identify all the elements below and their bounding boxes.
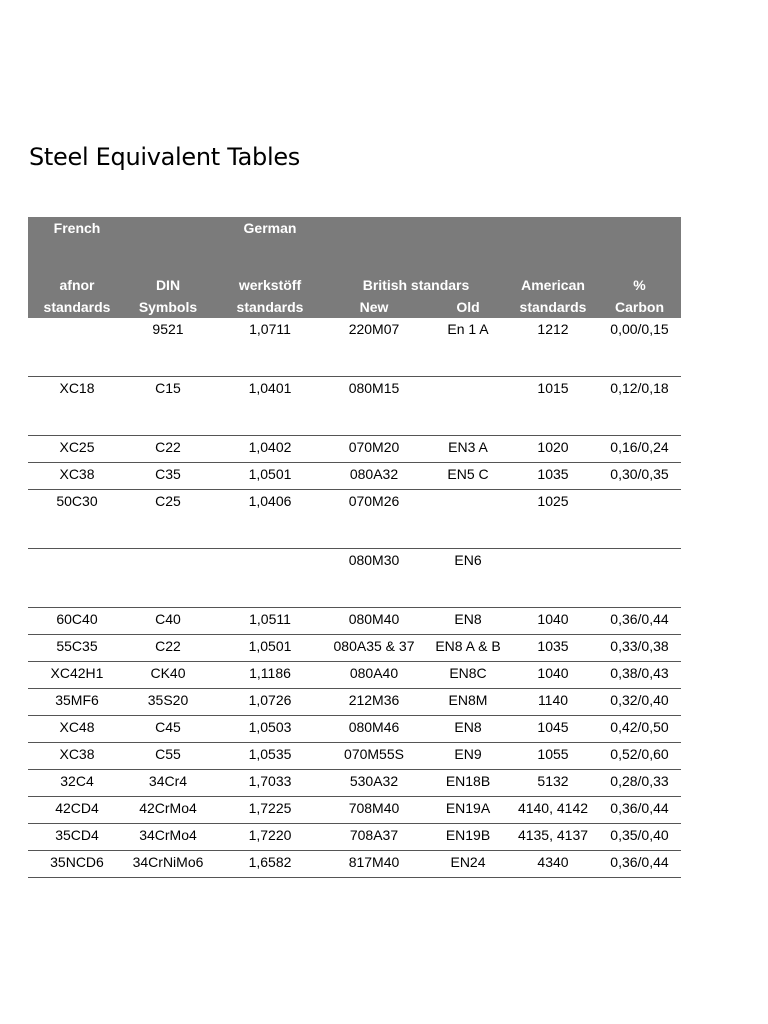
header-german: German (243, 220, 297, 236)
table-cell: 1,0726 (248, 692, 292, 708)
table-cell: 0,30/0,35 (610, 466, 669, 482)
header-american-standards: standards (519, 299, 587, 315)
table-cell: XC48 (59, 719, 95, 735)
table-cell: EN8 (454, 611, 482, 627)
table-cell: C22 (155, 439, 181, 455)
table-cell: 34CrNiMo6 (132, 854, 204, 870)
table-cell: 0,28/0,33 (610, 773, 669, 789)
header-carbon: Carbon (615, 299, 664, 315)
table-cell: 1,0501 (248, 466, 292, 482)
table-cell: 070M26 (348, 493, 400, 509)
table-cell: 35CD4 (55, 827, 99, 843)
table-cell: 1,7220 (248, 827, 292, 843)
table-cell: C55 (155, 746, 181, 762)
table-cell: XC38 (59, 466, 95, 482)
table-cell: 0,12/0,18 (610, 380, 669, 396)
table-cell: 080M46 (348, 719, 400, 735)
table-cell: 708M40 (348, 800, 400, 816)
table-cell: 1055 (537, 746, 569, 762)
table-cell: 1015 (537, 380, 569, 396)
table-cell: 4135, 4137 (517, 827, 589, 843)
table-cell: 1,7033 (248, 773, 292, 789)
table-cell: EN18B (445, 773, 491, 789)
table-cell: 34CrMo4 (139, 827, 197, 843)
table-cell: 5132 (537, 773, 569, 789)
table-cell: 1,0401 (248, 380, 292, 396)
table-cell: 1025 (537, 493, 569, 509)
table-cell: 1,1186 (249, 665, 291, 681)
table-cell: 0,33/0,38 (610, 638, 669, 654)
table-cell: 080A40 (349, 665, 399, 681)
table-cell: EN24 (450, 854, 486, 870)
table-cell: 35MF6 (55, 692, 99, 708)
table-cell: 1045 (537, 719, 569, 735)
table-cell: EN8 A & B (435, 638, 501, 654)
table-cell: 1020 (537, 439, 569, 455)
table-cell: C22 (155, 638, 181, 654)
table-cell: C25 (155, 493, 181, 509)
table-cell: 0,52/0,60 (610, 746, 669, 762)
table-row (28, 662, 681, 689)
table-cell: 34Cr4 (148, 773, 188, 789)
table-cell: 1,0535 (248, 746, 292, 762)
table-cell: 1212 (537, 321, 569, 337)
table-cell: 070M20 (348, 439, 400, 455)
header-din: DIN (155, 277, 181, 293)
table-cell: 1140 (537, 692, 569, 708)
table-cell: 0,38/0,43 (610, 665, 669, 681)
table-cell: 1040 (537, 611, 569, 627)
table-cell: 0,36/0,44 (610, 611, 669, 627)
table-cell: 4340 (537, 854, 569, 870)
table-cell: C40 (155, 611, 181, 627)
table-row (28, 608, 681, 635)
table-cell: EN9 (454, 746, 482, 762)
header-german-standards: standards (236, 299, 304, 315)
table-row (28, 689, 681, 716)
table-row (28, 377, 681, 436)
header-percent: % (633, 277, 646, 293)
header-american: American (521, 277, 585, 293)
table-cell: 1035 (537, 466, 569, 482)
table-cell: EN8M (448, 692, 488, 708)
table-cell: XC18 (59, 380, 95, 396)
table-cell: 1,0511 (249, 611, 291, 627)
table-row (28, 635, 681, 662)
header-new: New (359, 299, 389, 315)
header-french-standards: standards (43, 299, 111, 315)
table-cell: 212M36 (348, 692, 400, 708)
table-cell: EN8 (454, 719, 482, 735)
table-cell: 35S20 (147, 692, 189, 708)
table-cell: En 1 A (447, 321, 489, 337)
steel-equivalent-table (28, 217, 681, 878)
table-cell: EN6 (454, 552, 482, 568)
table-cell: CK40 (150, 665, 186, 681)
table-header (28, 217, 681, 318)
table-cell: EN3 A (448, 439, 488, 455)
table-cell: 4140, 4142 (517, 800, 589, 816)
table-cell: XC42H1 (50, 665, 104, 681)
table-cell: 0,42/0,50 (610, 719, 669, 735)
header-french: French (53, 220, 101, 236)
table-cell: 35NCD6 (50, 854, 104, 870)
table-cell: EN8C (449, 665, 487, 681)
table-cell: 070M55S (344, 746, 404, 762)
table-row (28, 549, 681, 608)
table-cell: 080A32 (349, 466, 399, 482)
table-cell: 080A35 & 37 (333, 638, 415, 654)
header-symbols: Symbols (138, 299, 198, 315)
table-cell: 1,0503 (248, 719, 292, 735)
table-cell: 1,0501 (248, 638, 292, 654)
table-cell: C45 (155, 719, 181, 735)
table-cell: 1035 (537, 638, 569, 654)
header-werkstoff: werkstöff (238, 277, 302, 293)
table-cell: 0,36/0,44 (610, 800, 669, 816)
table-cell: EN19B (445, 827, 491, 843)
table-row (28, 743, 681, 770)
page-title: Steel Equivalent Tables (29, 143, 301, 171)
table-cell: 9521 (152, 321, 184, 337)
table-cell: XC38 (59, 746, 95, 762)
table-cell: 1,6582 (248, 854, 292, 870)
table-cell: 0,00/0,15 (610, 321, 669, 337)
header-british: British standars (362, 277, 470, 293)
table-cell: 080M40 (348, 611, 400, 627)
table-row (28, 770, 681, 797)
table-cell: 55C35 (56, 638, 98, 654)
table-row (28, 851, 681, 878)
table-cell: 50C30 (56, 493, 98, 509)
table-cell: EN19A (445, 800, 491, 816)
header-afnor: afnor (59, 277, 95, 293)
table-cell: 708A37 (349, 827, 399, 843)
table-cell: C15 (155, 380, 181, 396)
table-cell: 32C4 (60, 773, 94, 789)
table-cell: 1,7225 (248, 800, 292, 816)
table-cell: 220M07 (348, 321, 400, 337)
table-cell: 530A32 (349, 773, 399, 789)
table-cell: 1,0402 (248, 439, 292, 455)
header-old: Old (456, 299, 480, 315)
table-cell: 1,0711 (249, 321, 291, 337)
table-row (28, 824, 681, 851)
table-row (28, 436, 681, 463)
table-cell: 60C40 (56, 611, 98, 627)
table-row (28, 716, 681, 743)
table-body (28, 318, 681, 878)
table-cell: 0,36/0,44 (610, 854, 669, 870)
table-cell: 1,0406 (248, 493, 292, 509)
table-cell: 42CrMo4 (139, 800, 197, 816)
table-cell: 0,35/0,40 (610, 827, 669, 843)
table-cell: 0,32/0,40 (610, 692, 669, 708)
table-cell: 080M15 (348, 380, 400, 396)
table-row (28, 490, 681, 549)
table-cell: EN5 C (447, 466, 489, 482)
table-cell: 817M40 (348, 854, 400, 870)
table-cell: 1040 (537, 665, 569, 681)
table-row (28, 463, 681, 490)
table-cell: XC25 (59, 439, 95, 455)
table-cell: 42CD4 (55, 800, 99, 816)
table-cell: C35 (155, 466, 181, 482)
table-cell: 0,16/0,24 (610, 439, 669, 455)
table-row (28, 318, 681, 377)
table-cell: 080M30 (348, 552, 400, 568)
table-row (28, 797, 681, 824)
